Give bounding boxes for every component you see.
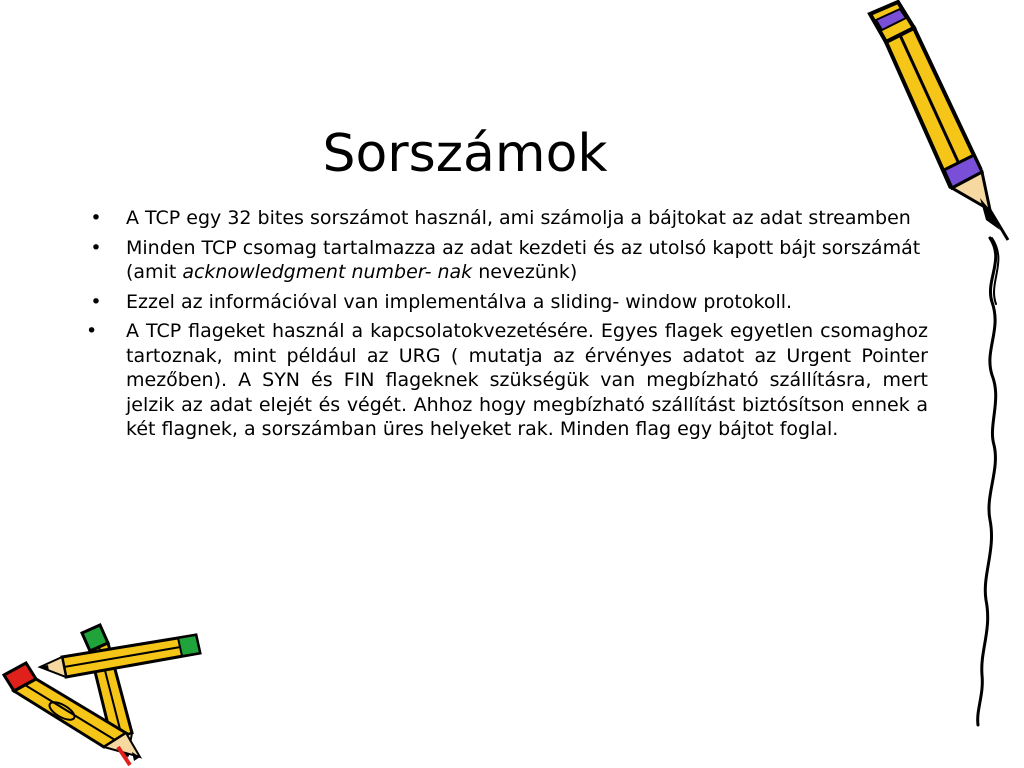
bullet-text: Minden TCP csomag tartalmazza az adat kezdeti és az utolsó kapott bájt sorszámát (amit bbox=[126, 236, 921, 283]
pencil-icon bbox=[840, 0, 1024, 250]
pencils-icon bbox=[0, 615, 215, 768]
bullet-text: nevezünk) bbox=[472, 261, 578, 283]
bullet-marker: • bbox=[90, 207, 102, 229]
bullet-marker: • bbox=[86, 320, 98, 342]
slide-title: Sorszámok bbox=[322, 124, 608, 184]
bullet-text-italic: acknowledgment number- nak bbox=[182, 261, 473, 283]
bullet-marker: • bbox=[90, 290, 102, 313]
bullet-text: A TCP flageket használ a kapcsolatokvezetésére. Egyes flagek egyetlen csomaghoz tartoznak, mint például az URG ( mutatja az érvényes adatot az Urgent Pointer mezőben). A SYN és FIN flageknek szükségük van megbízható szállításra, mert jelzik az adat elejét és végét. Ahhoz hogy megbízható szállítást biztósítson ennek a két flagnek, a sorszámban üres helyeket rak. Minden flag egy bájtot foglal. bbox=[126, 320, 928, 440]
bullet-item bbox=[86, 206, 928, 231]
bullet-marker: • bbox=[90, 236, 102, 259]
bullet-text: Ezzel az információval van implementálva a sliding- window protokoll. bbox=[126, 290, 793, 313]
bullet-item bbox=[86, 319, 928, 442]
squiggle-line-icon bbox=[930, 230, 1024, 730]
bullet-text: A TCP egy 32 bites sorszámot használ, ami számolja a bájtokat az adat streamben bbox=[126, 207, 911, 229]
bullet-item bbox=[86, 290, 928, 315]
bullet-list bbox=[86, 206, 928, 447]
bullet-item bbox=[86, 236, 928, 285]
